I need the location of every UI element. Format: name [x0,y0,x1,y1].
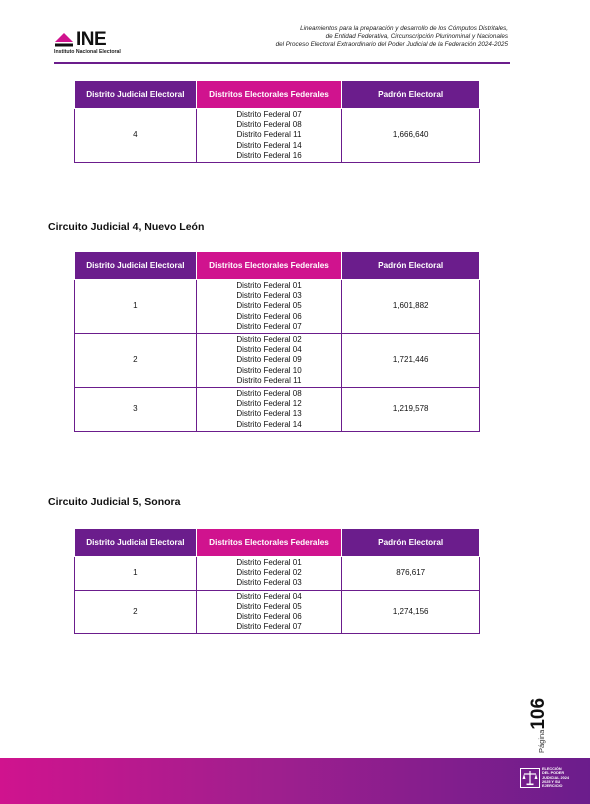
distrito-federal-item: Distrito Federal 07 [236,321,302,331]
distrito-federal-item: Distrito Federal 11 [236,375,302,385]
table-row [75,388,480,432]
distrito-federal-item: Distrito Federal 05 [236,601,302,611]
document-title-line: Lineamientos para la preparación y desarrollo de los Cómputos Distritales, [300,25,508,32]
distritos-federales-cell [196,334,342,388]
footer-logo [520,765,576,795]
distrito-federal-item: Distrito Federal 14 [236,419,302,429]
district-table [74,80,480,163]
column-header-padron: Padrón Electoral [342,81,480,109]
distrito-federal-item: Distrito Federal 05 [236,301,302,311]
distrito-federal-item: Distrito Federal 02 [236,335,302,345]
distrito-federal-item: Distrito Federal 16 [236,150,302,160]
distrito-federal-item: Distrito Federal 03 [236,578,302,588]
padron-value: 876,617 [342,557,480,591]
footer-logo-line: 2025 Y SU EJERCICIO [542,779,563,789]
district-table [74,251,480,432]
table-row [75,557,480,591]
padron-value: 1,721,446 [342,334,480,388]
scales-of-justice-icon [520,768,540,788]
column-header-padron: Padrón Electoral [342,252,480,280]
distrito-federal-item: Distrito Federal 07 [236,622,302,632]
padron-value: 1,666,640 [342,109,480,163]
document-title [276,25,508,50]
distrito-federal-item: Distrito Federal 02 [236,568,302,578]
footer-logo-line: JUDICIAL 2024 [542,775,569,780]
distrito-federal-item: Distrito Federal 03 [236,291,302,301]
distrito-federal-item: Distrito Federal 06 [236,612,302,622]
table-row [75,334,480,388]
column-header-distritos-federales: Distritos Electorales Federales [196,252,342,280]
ine-logo [54,30,134,58]
table-header-row [75,252,480,280]
distrito-federal-item: Distrito Federal 07 [236,110,302,119]
distrito-federal-item: Distrito Federal 06 [236,311,302,321]
column-header-distrito-judicial: Distrito Judicial Electoral [75,81,197,109]
distrito-federal-item: Distrito Federal 01 [236,281,302,290]
footer-band [0,758,590,804]
distrito-federal-item: Distrito Federal 04 [236,345,302,355]
column-header-padron: Padrón Electoral [342,529,480,557]
header-divider [54,62,510,64]
distrito-federal-item: Distrito Federal 12 [236,399,302,409]
padron-value: 1,601,882 [342,280,480,334]
table-header-row [75,529,480,557]
distrito-federal-item: Distrito Federal 01 [236,558,302,567]
distrito-federal-item: Distrito Federal 08 [236,120,302,130]
section-title-sonora: Circuito Judicial 5, Sonora [48,496,181,508]
table-header-row [75,81,480,109]
page-number-value: 106 [528,697,549,730]
distrito-judicial-number: 1 [75,557,197,591]
distrito-federal-item: Distrito Federal 14 [236,140,302,150]
ine-logo-icon [54,32,74,48]
logo-subtitle: Instituto Nacional Electoral [54,49,121,55]
distritos-federales-cell [196,280,342,334]
column-header-distritos-federales: Distritos Electorales Federales [196,529,342,557]
distritos-federales-cell [196,557,342,591]
table-row [75,280,480,334]
padron-value: 1,274,156 [342,590,480,634]
column-header-distrito-judicial: Distrito Judicial Electoral [75,529,197,557]
distrito-federal-item: Distrito Federal 04 [236,591,302,601]
table-row [75,109,480,163]
footer-logo-text [542,767,576,788]
distrito-federal-item: Distrito Federal 09 [236,355,302,365]
distrito-federal-item: Distrito Federal 11 [236,130,302,140]
distrito-judicial-number: 3 [75,388,197,432]
padron-value: 1,219,578 [342,388,480,432]
distrito-judicial-number: 2 [75,590,197,634]
page-number [528,683,550,753]
page-label: Página [537,729,546,753]
section-title-nuevo-leon: Circuito Judicial 4, Nuevo León [48,221,205,233]
footer-logo-line: DEL PODER [542,771,565,776]
column-header-distritos-federales: Distritos Electorales Federales [196,81,342,109]
distrito-federal-item: Distrito Federal 13 [236,409,302,419]
footer-logo-line: ELECCIÓN [542,767,562,771]
distrito-judicial-number: 1 [75,280,197,334]
column-header-distrito-judicial: Distrito Judicial Electoral [75,252,197,280]
distritos-federales-cell [196,590,342,634]
document-title-line: de Entidad Federativa, Circunscripción Plurinominal y Nacionales [325,33,508,41]
distritos-federales-cell [196,109,342,163]
page-header [0,0,590,66]
distrito-judicial-number: 2 [75,334,197,388]
document-title-line: del Proceso Electoral Extraordinario del Poder Judicial de la Federación 2024-2025 [275,41,508,49]
table-row [75,590,480,634]
logo-text: INE [76,29,107,50]
distrito-judicial-number: 4 [75,109,197,163]
district-table [74,528,480,634]
distrito-federal-item: Distrito Federal 10 [236,365,302,375]
distrito-federal-item: Distrito Federal 08 [236,389,302,399]
distritos-federales-cell [196,388,342,432]
